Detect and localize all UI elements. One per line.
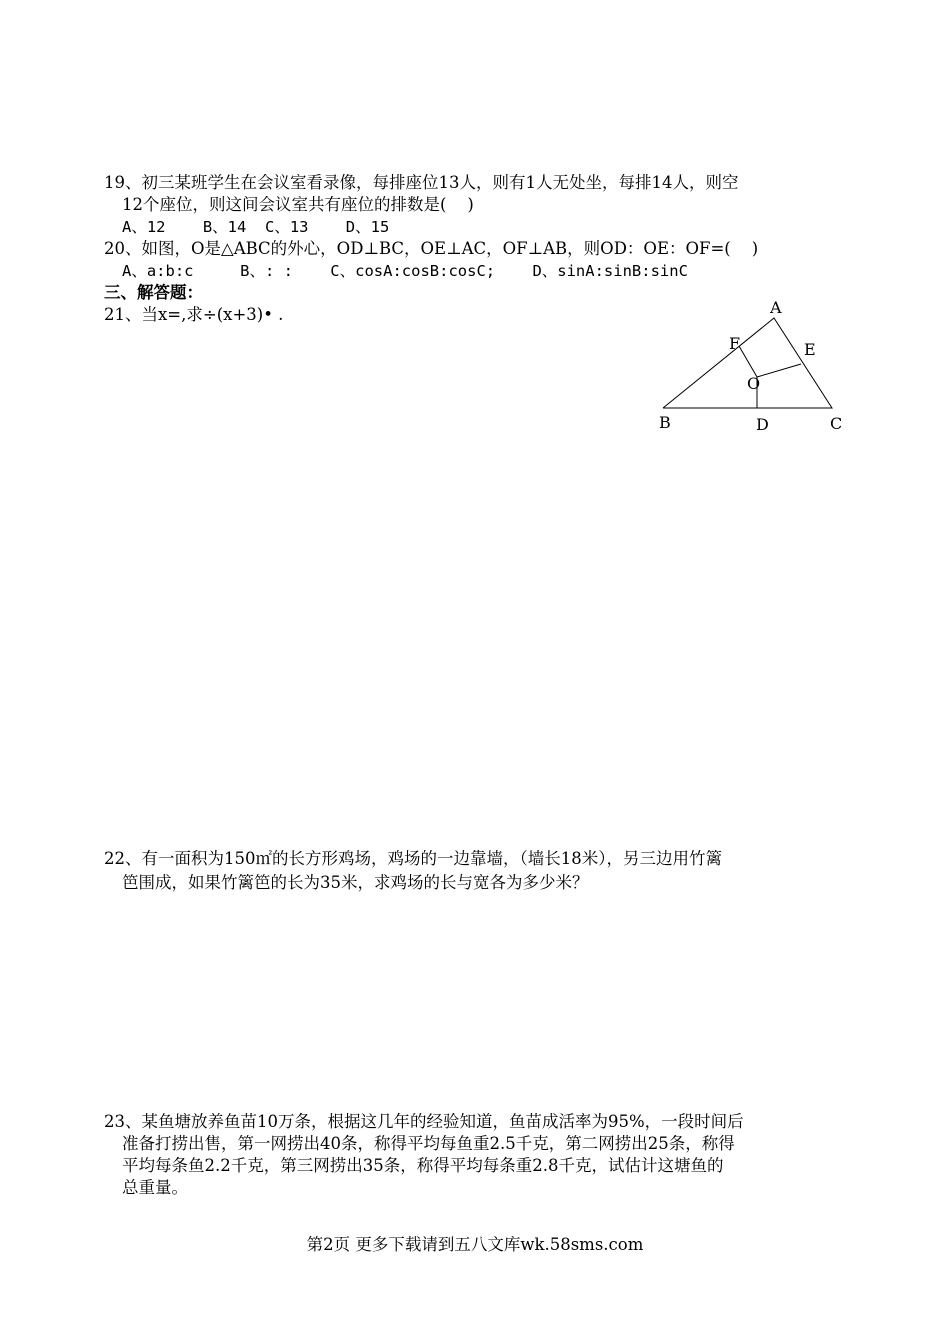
triangle-figure — [650, 292, 860, 442]
label-d: D — [756, 415, 769, 434]
label-e: E — [804, 340, 816, 359]
q23-line1: 23、某鱼塘放养鱼苗10万条，根据这几年的经验知道，鱼苗成活率为95%，一段时间后 — [104, 1112, 744, 1131]
q19-line2: 12个座位，则这间会议室共有座位的排数是( ) — [122, 195, 474, 214]
label-a: A — [770, 298, 782, 317]
q23-line4: 总重量。 — [122, 1178, 188, 1197]
q19-options: A、12 B、14 C、13 D、15 — [122, 218, 390, 236]
page-footer: 第2页 更多下载请到五八文库wk.58sms.com — [306, 1235, 644, 1254]
q20-line1: 20、如图，O是△ABC的外心，OD⊥BC，OE⊥AC，OF⊥AB，则OD：OE：OF=( ) — [104, 239, 759, 258]
q21-text: 21、当x=,求÷(x+3)• . — [104, 305, 284, 324]
q22-line1: 22、有一面积为150㎡的长方形鸡场，鸡场的一边靠墙，（墙长18米），另三边用竹篱 — [104, 849, 722, 868]
label-b: B — [659, 413, 671, 432]
triangle-abc — [663, 318, 832, 408]
label-f: F — [729, 334, 741, 353]
q23-line2: 准备打捞出售，第一网捞出40条，称得平均每鱼重2.5千克，第二网捞出25条，称得 — [122, 1134, 735, 1153]
q19-line1: 19、初三某班学生在会议室看录像，每排座位13人，则有1人无处坐，每排14人，则空 — [104, 173, 739, 192]
label-c: C — [830, 414, 843, 433]
q20-options: A、a:b:c B、: : C、cosA:cosB:cosC; D、sinA:sinB:sinC — [122, 262, 688, 280]
section-heading: 三、解答题： — [104, 283, 203, 302]
q23-line3: 平均每条鱼2.2千克，第三网捞出35条，称得平均每条重2.8千克，试估计这塘鱼的 — [122, 1156, 724, 1175]
label-o: O — [747, 374, 761, 393]
perpendicular-of-oe — [739, 346, 801, 377]
q22-line2: 笆围成，如果竹篱笆的长为35米，求鸡场的长与宽各为多少米？ — [122, 873, 589, 892]
